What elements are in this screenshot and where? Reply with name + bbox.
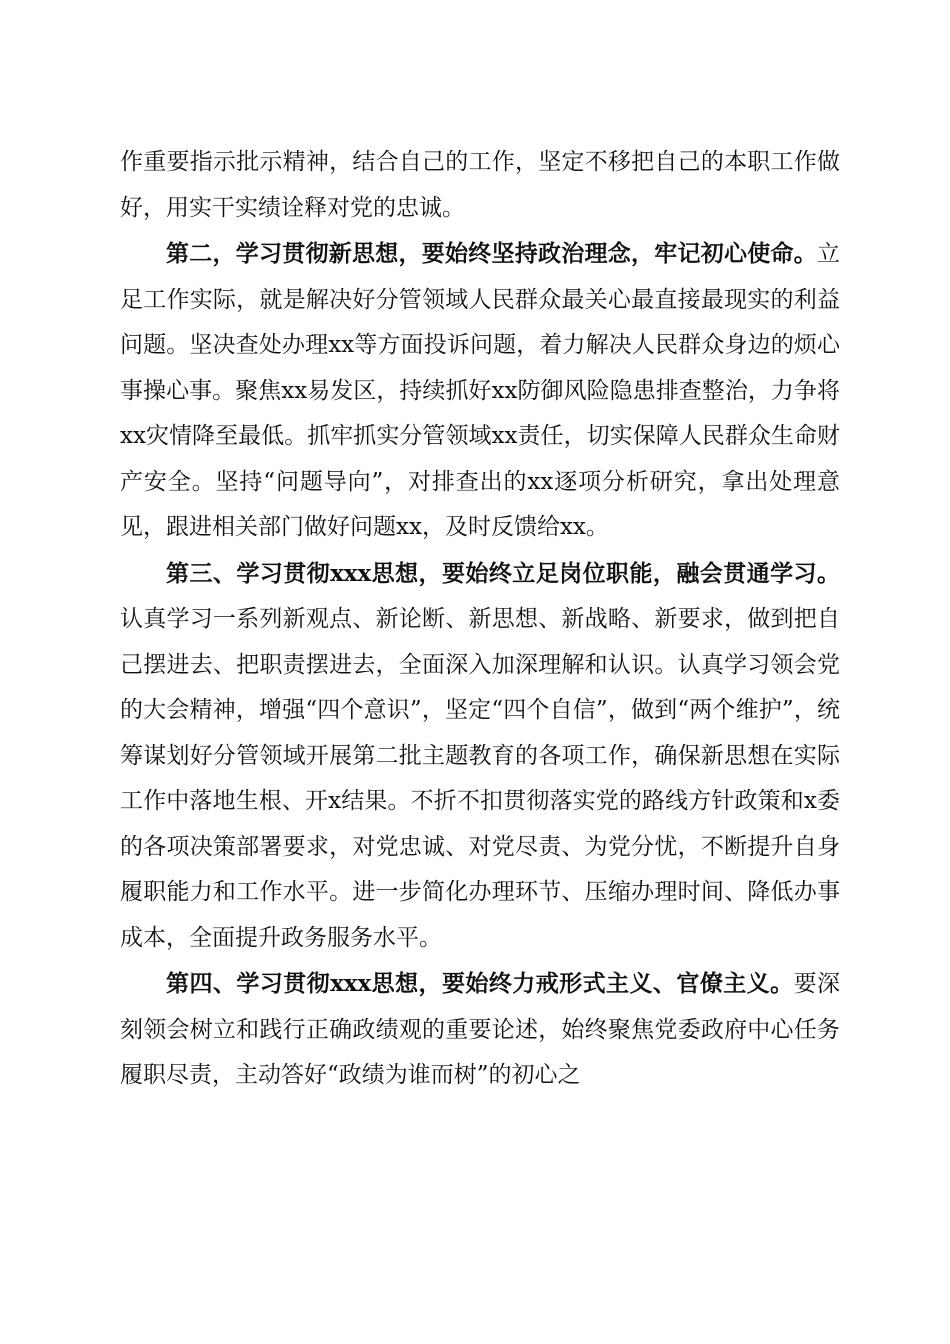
document-body <box>120 140 840 1099</box>
paragraph-fourth-point <box>120 961 840 1099</box>
paragraph-text: 作重要指示批示精神，结合自己的工作，坚定不移把自己的本职工作做好，用实干实绩诠释对党的忠诚。 <box>120 149 840 221</box>
paragraph-text: 要深刻领会树立和践行正确政绩观的重要论述，始终聚焦党委政府中心任务履职尽责，主动答好“政绩为谁而树”的初心之 <box>120 971 841 1088</box>
paragraph-second-point <box>120 231 840 551</box>
paragraph-lead-heading: 第四、学习贯彻xxx思想，要始终力戒形式主义、官僚主义。 <box>166 970 794 997</box>
paragraph-third-point <box>120 551 840 962</box>
paragraph-lead-heading: 第三、学习贯彻xxx思想，要始终立足岗位职能，融会贯通学习。 <box>166 559 840 587</box>
paragraph-lead-heading: 第二，学习贯彻新思想，要始终坚持政治理念，牢记初心使命。 <box>166 240 817 267</box>
paragraph-continuation <box>120 140 840 231</box>
paragraph-text: 认真学习一系列新观点、新论断、新思想、新战略、新要求，做到把自己摆进去、把职责摆进去，全面深入加深理解和认识。认真学习领会党的大会精神，增强“四个意识”，坚定“四个自信”，做到“两个维护”，统筹谋划好分管领域开展第二批主题教育的各项工作，确保新思想在实际工作中落地生根、开x结果。不折不扣贯彻落实党的路线方针政策和x委的各项决策部署要求，对党忠诚、对党尽责、为党分忧，不断提升自身履职能力和工作水平。进一步简化办理环节、压缩办理时间、降低办事成本，全面提升政务服务水平。 <box>120 606 840 951</box>
paragraph-text: 立足工作实际，就是解决好分管领域人民群众最关心最直接最现实的利益问题。坚决查处办理xx等方面投诉问题，着力解决人民群众身边的烦心事操心事。聚焦xx易发区，持续抓好xx防御风险隐患排查整治，力争将xx灾情降至最低。抓牢抓实分管领域xx责任，切实保障人民群众生命财产安全。坚持“问题导向”，对排查出的xx逐项分析研究，拿出处理意见，跟进相关部门做好问题xx，及时反馈给xx。 <box>120 241 840 540</box>
